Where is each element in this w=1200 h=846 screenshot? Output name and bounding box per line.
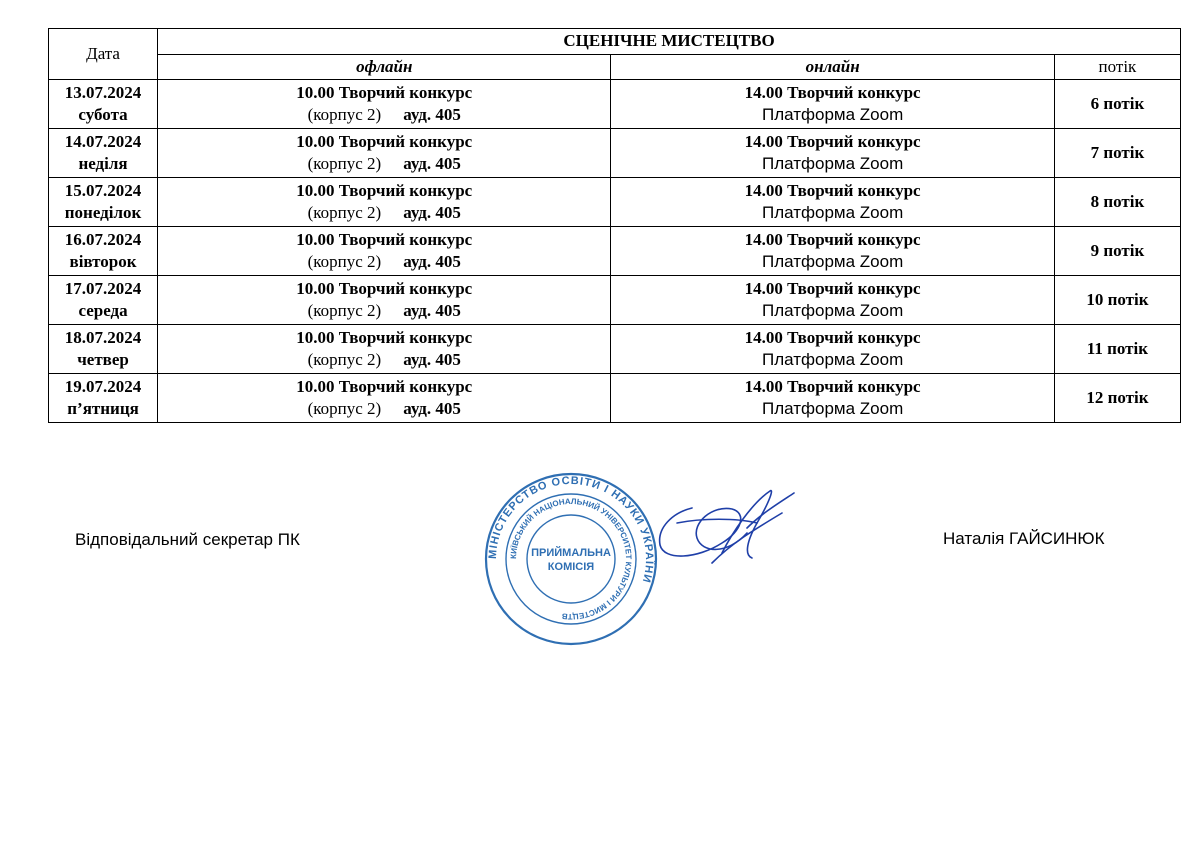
schedule-row	[49, 276, 1181, 325]
online-cell	[611, 129, 1054, 178]
date-value: 19.07.2024	[64, 377, 142, 396]
offline-event: 10.00 Творчий конкурс	[296, 328, 473, 347]
offline-cell	[158, 276, 611, 325]
weekday: неділя	[78, 154, 128, 173]
offline-room: ауд. 405	[403, 350, 461, 369]
offline-cell	[158, 325, 611, 374]
offline-cell	[158, 80, 611, 129]
date-value: 18.07.2024	[64, 328, 142, 347]
weekday: четвер	[77, 350, 129, 369]
offline-cell	[158, 178, 611, 227]
offline-building: (корпус 2)	[307, 154, 382, 173]
weekday: понеділок	[64, 203, 142, 222]
date-cell	[49, 374, 158, 423]
schedule-row	[49, 325, 1181, 374]
online-platform: Платформа Zoom	[762, 154, 904, 173]
stream-cell: 9 потік	[1054, 227, 1180, 276]
offline-cell	[158, 374, 611, 423]
date-value: 14.07.2024	[64, 132, 142, 151]
handwritten-signature	[652, 483, 800, 573]
stream-cell: 6 потік	[1054, 80, 1180, 129]
online-cell	[611, 80, 1054, 129]
date-value: 13.07.2024	[64, 83, 142, 102]
stream-cell: 10 потік	[1054, 276, 1180, 325]
offline-cell	[158, 129, 611, 178]
online-event: 14.00 Творчий конкурс	[744, 377, 921, 396]
date-value: 15.07.2024	[64, 181, 142, 200]
offline-event: 10.00 Творчий конкурс	[296, 279, 473, 298]
online-platform: Платформа Zoom	[762, 350, 904, 369]
online-cell	[611, 227, 1054, 276]
stamp-inner-text: КИЇВСЬКИЙ НАЦІОНАЛЬНИЙ УНІВЕРСИТЕТ КУЛЬТУРИ І МИСТЕЦТВ	[508, 496, 634, 622]
online-cell	[611, 276, 1054, 325]
online-platform: Платформа Zoom	[762, 301, 904, 320]
date-cell	[49, 325, 158, 374]
schedule-row	[49, 227, 1181, 276]
date-cell	[49, 276, 158, 325]
stamp-center-line2: КОМІСІЯ	[547, 561, 595, 573]
stream-cell: 7 потік	[1054, 129, 1180, 178]
offline-room: ауд. 405	[403, 105, 461, 124]
offline-column-header: офлайн	[158, 54, 611, 80]
stream-cell: 11 потік	[1054, 325, 1180, 374]
schedule-table	[48, 28, 1181, 423]
stream-cell: 8 потік	[1054, 178, 1180, 227]
offline-cell	[158, 227, 611, 276]
online-platform: Платформа Zoom	[762, 105, 904, 124]
date-cell	[49, 178, 158, 227]
offline-event: 10.00 Творчий конкурс	[296, 83, 473, 102]
offline-building: (корпус 2)	[307, 301, 382, 320]
offline-building: (корпус 2)	[307, 105, 382, 124]
secretary-name: Наталія ГАЙСИНЮК	[943, 529, 1105, 548]
schedule-row	[49, 178, 1181, 227]
online-cell	[611, 374, 1054, 423]
offline-event: 10.00 Творчий конкурс	[296, 181, 473, 200]
schedule-row	[49, 129, 1181, 178]
online-cell	[611, 325, 1054, 374]
date-value: 17.07.2024	[64, 279, 142, 298]
online-event: 14.00 Творчий конкурс	[744, 279, 921, 298]
offline-room: ауд. 405	[403, 301, 461, 320]
online-platform: Платформа Zoom	[762, 252, 904, 271]
date-column-header: Дата	[49, 29, 158, 80]
online-event: 14.00 Творчий конкурс	[744, 181, 921, 200]
offline-building: (корпус 2)	[307, 350, 382, 369]
secretary-position: Відповідальний секретар ПК	[75, 530, 300, 549]
offline-room: ауд. 405	[403, 399, 461, 418]
date-value: 16.07.2024	[64, 230, 142, 249]
offline-event: 10.00 Творчий конкурс	[296, 132, 473, 151]
offline-building: (корпус 2)	[307, 203, 382, 222]
online-platform: Платформа Zoom	[762, 203, 904, 222]
weekday: середа	[78, 301, 128, 320]
offline-room: ауд. 405	[403, 154, 461, 173]
weekday: субота	[78, 105, 128, 124]
schedule-row	[49, 80, 1181, 129]
offline-event: 10.00 Творчий конкурс	[296, 230, 473, 249]
online-cell	[611, 178, 1054, 227]
stream-column-header: потік	[1054, 54, 1180, 80]
online-platform: Платформа Zoom	[762, 399, 904, 418]
online-column-header: онлайн	[611, 54, 1054, 80]
offline-building: (корпус 2)	[307, 399, 382, 418]
online-event: 14.00 Творчий конкурс	[744, 83, 921, 102]
date-cell	[49, 227, 158, 276]
online-event: 14.00 Творчий конкурс	[744, 132, 921, 151]
date-cell	[49, 80, 158, 129]
date-cell	[49, 129, 158, 178]
stamp-center-line1: ПРИЙМАЛЬНА	[531, 547, 611, 559]
offline-room: ауд. 405	[403, 203, 461, 222]
section-title: СЦЕНІЧНЕ МИСТЕЦТВО	[158, 29, 1181, 55]
offline-event: 10.00 Творчий конкурс	[296, 377, 473, 396]
weekday: п’ятниця	[67, 399, 139, 418]
online-event: 14.00 Творчий конкурс	[744, 230, 921, 249]
stamp-outer-text: МІНІСТЕРСТВО ОСВІТИ І НАУКИ УКРАЇНИ	[486, 474, 656, 585]
weekday: вівторок	[69, 252, 137, 271]
schedule-row	[49, 374, 1181, 423]
offline-building: (корпус 2)	[307, 252, 382, 271]
online-event: 14.00 Творчий конкурс	[744, 328, 921, 347]
offline-room: ауд. 405	[403, 252, 461, 271]
admissions-stamp	[482, 470, 660, 648]
stream-cell: 12 потік	[1054, 374, 1180, 423]
